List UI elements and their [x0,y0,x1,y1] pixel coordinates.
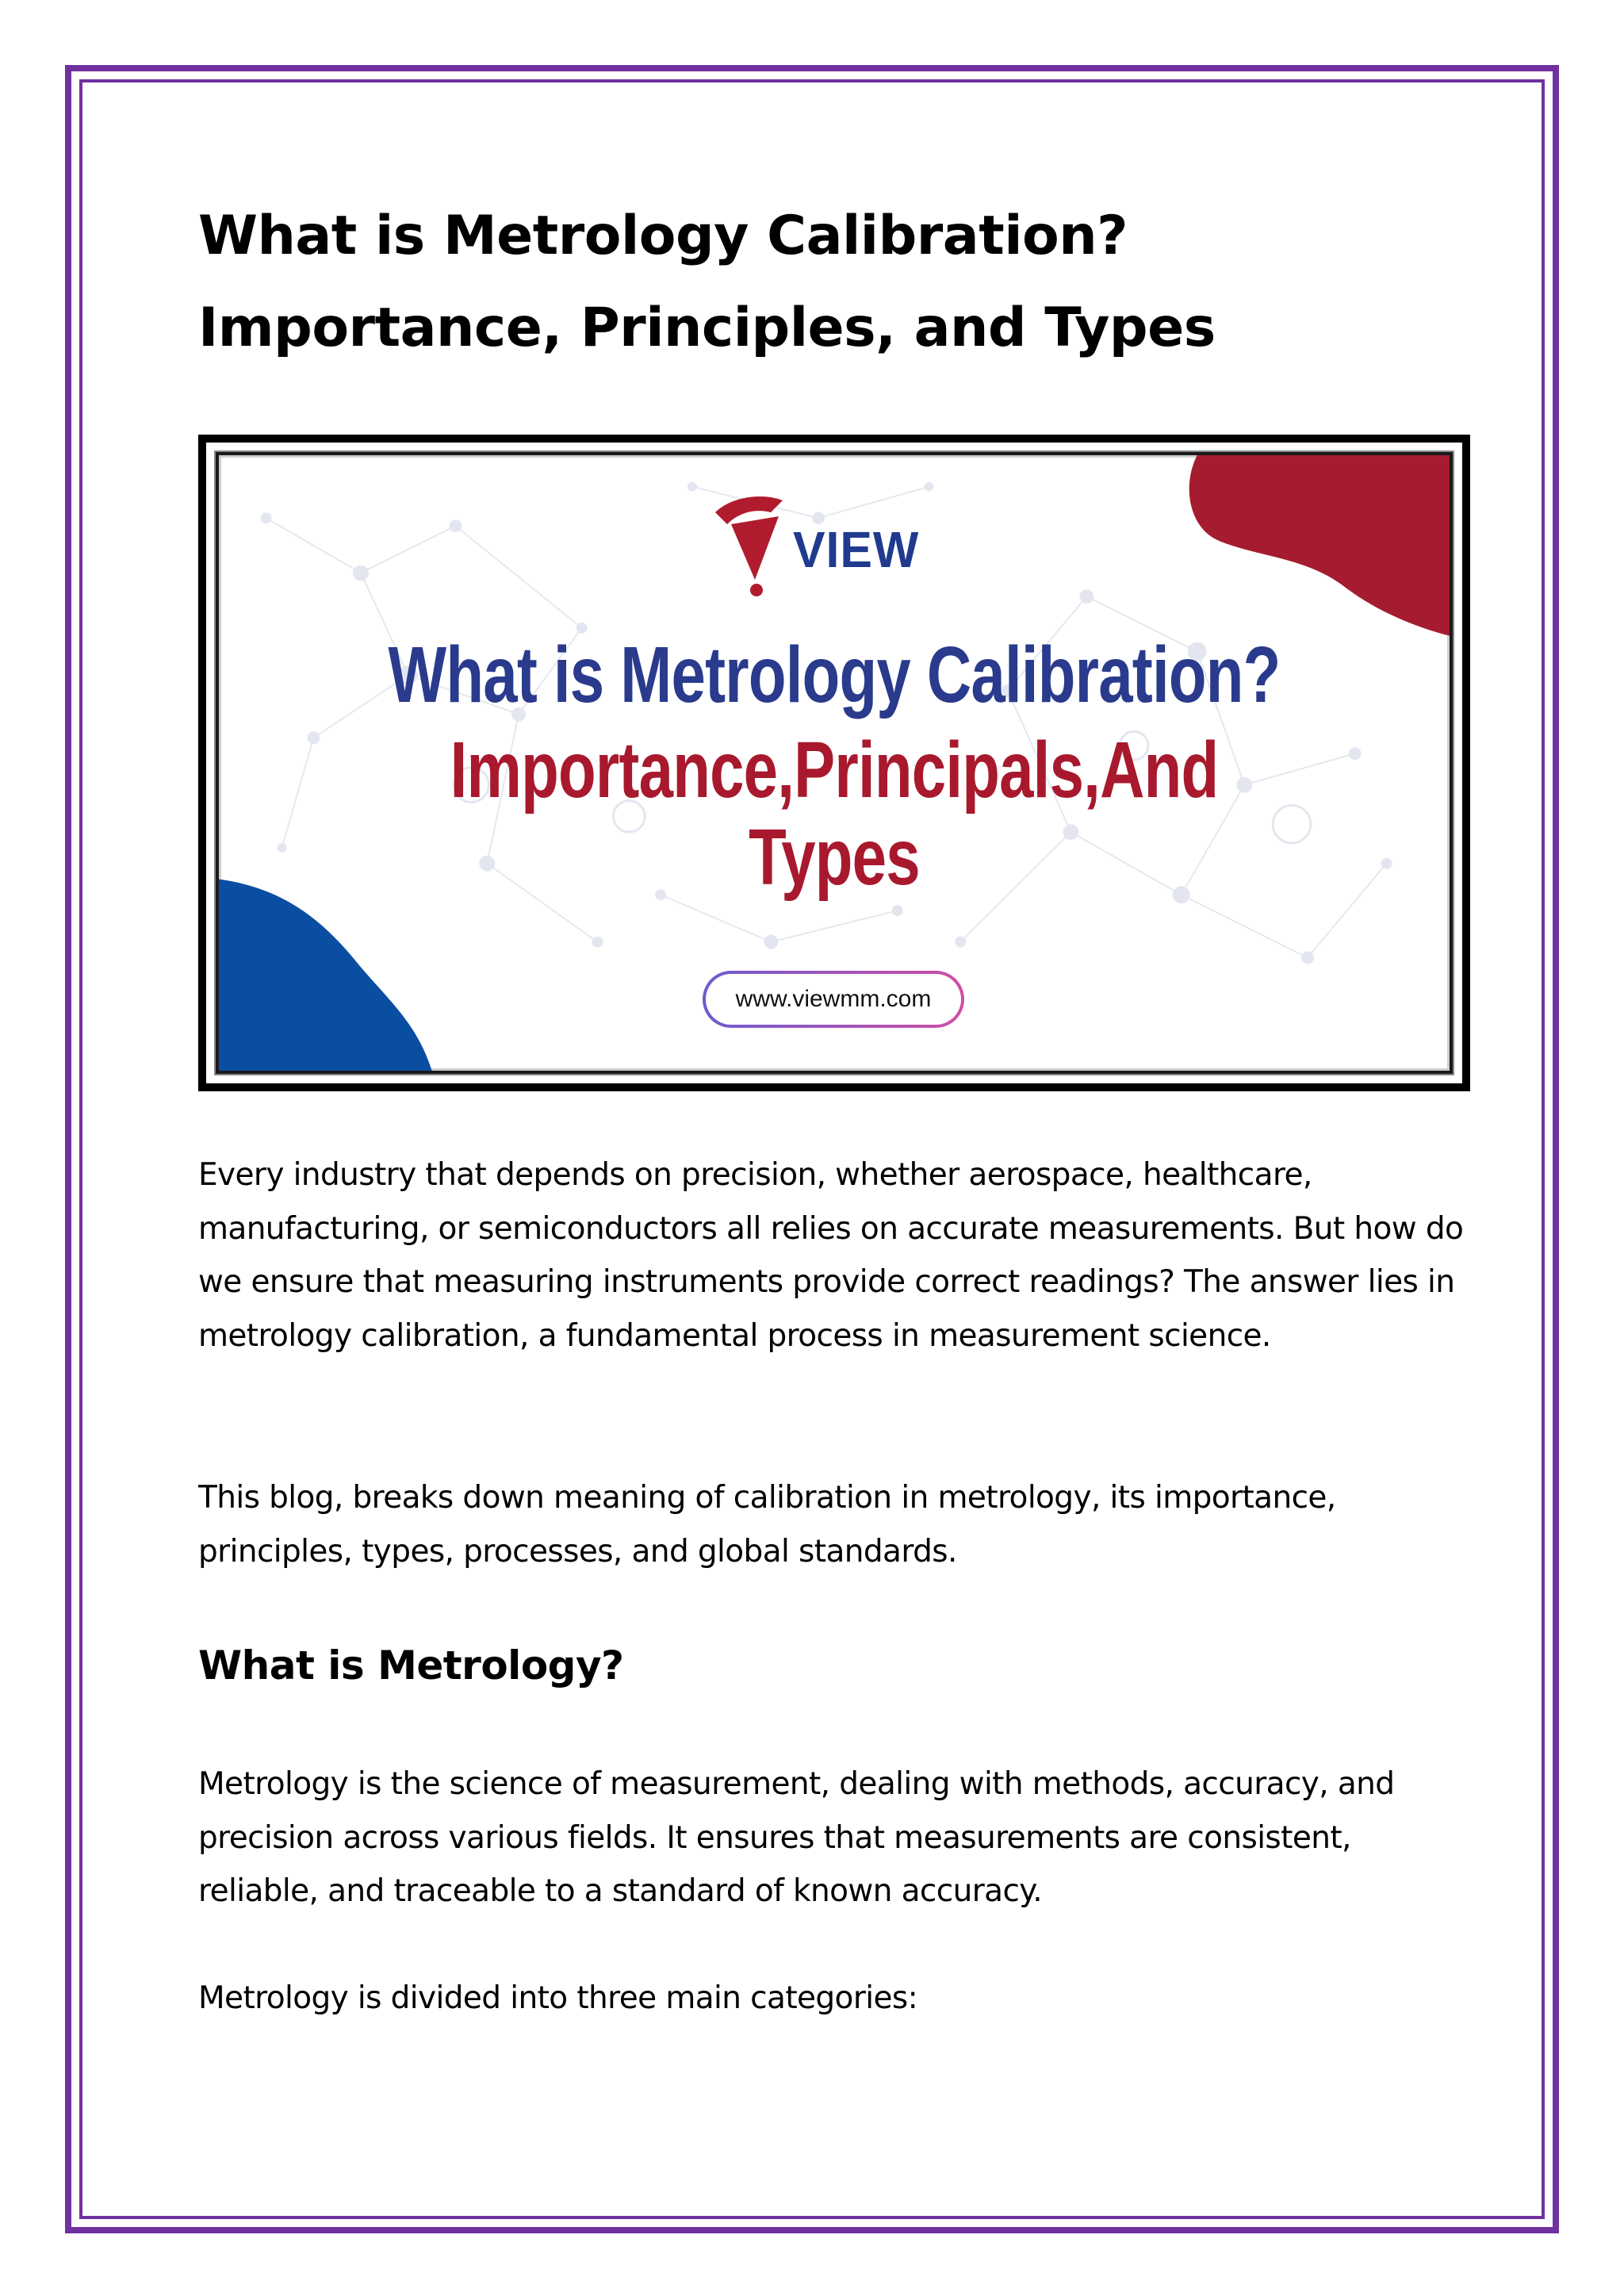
banner-url-text: www.viewmm.com [706,974,961,1025]
banner-url-pill [703,971,964,1028]
view-logo [707,489,945,600]
banner-content [216,452,1453,1074]
banner-headline-line-1: What is Metrology Calibration? [388,631,1281,719]
definition-paragraph: Metrology is the science of measurement, dealing with methods, accuracy, and precision across various fields. It ensures that measurements are consistent, reliable, and traceable to a standard of known accuracy. [198,1766,1395,1909]
banner-headline-line-3: Types [749,813,920,902]
logo-mark-icon [707,489,802,600]
corner-shape-red [1189,455,1450,636]
banner-image [198,435,1470,1091]
section-heading: What is Metrology? [198,1642,624,1688]
overview-paragraph: This blog, breaks down meaning of calibration in metrology, its importance, principles, types, processes, and global standards. [198,1480,1336,1570]
intro-paragraph: Every industry that depends on precision, whether aerospace, healthcare, manufacturing, or semiconductors all relies on accurate measurements. But how do we ensure that measuring instruments provide correct readings? The answer lies in metrology calibration, a fundamental process in measurement science. [198,1157,1464,1354]
banner-headline-line-2: Importance,Principals,And [450,726,1219,815]
document-title: What is Metrology Calibration? Importance, Principles, and Types [198,205,1216,359]
corner-shape-blue [219,879,432,1071]
categories-intro-paragraph: Metrology is divided into three main categories: [198,1980,918,2016]
logo-text: VIEW [793,521,920,578]
banner-mat [206,443,1462,1083]
